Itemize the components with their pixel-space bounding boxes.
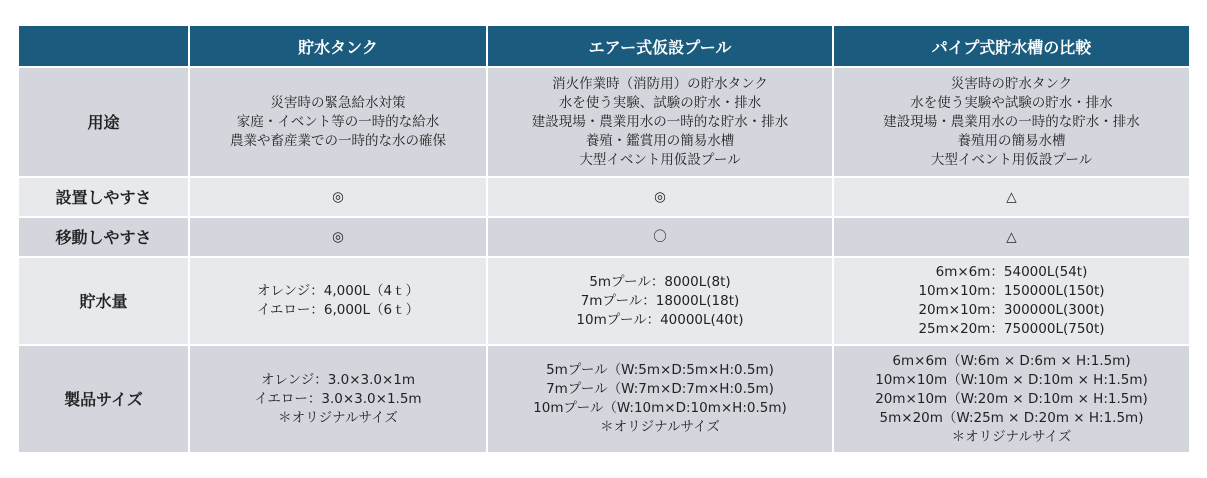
cell-line: ◎ [332, 228, 344, 245]
cell [188, 256, 486, 344]
cell-line: イエロー：6,000L（6ｔ） [256, 302, 420, 318]
row-label: 移動しやすさ [19, 216, 188, 256]
cell-line: △ [1006, 228, 1017, 245]
cell-line: 家庭・イベント等の一時的な給水 [236, 113, 440, 130]
cell-line: 20m×10m（W:20m × D:10m × H:1.5m) [875, 390, 1148, 407]
cell-line: ◎ [332, 188, 344, 205]
cell-line: 建設現場・農業用水の一時的な貯水・排水 [883, 113, 1140, 130]
cell-line: オレンジ：3.0×3.0×1m [260, 371, 416, 388]
cell [486, 344, 832, 452]
row-label: 製品サイズ [19, 344, 188, 452]
cell [188, 216, 486, 256]
cell-line: 5mプール：8000L(8t) [589, 273, 731, 290]
cell-line: 水を使う実験、試験の貯水・排水 [558, 94, 762, 111]
cell-line: 10m×10m：150000L(150t) [918, 283, 1105, 299]
cell [832, 344, 1189, 452]
cell-line: 水を使う実験や試験の貯水・排水 [910, 94, 1113, 111]
cell-line: ＊オリジナルサイズ [951, 428, 1072, 445]
cell-line: 6m×6m：54000L(54t) [935, 264, 1088, 280]
header-row [19, 26, 1189, 66]
cell-line: 〇 [653, 228, 667, 245]
header-air-pool: エアー式仮設プール [486, 26, 832, 66]
cell [188, 344, 486, 452]
header-pipe-tank: パイプ式貯水槽の比較 [832, 26, 1189, 66]
row-label: 用途 [19, 66, 188, 176]
cell [486, 66, 832, 176]
cell [832, 66, 1189, 176]
cell-line: 大型イベント用仮設プール [579, 151, 741, 168]
cell-line: ◎ [654, 188, 666, 205]
cell-line: ＊オリジナルサイズ [600, 419, 720, 435]
cell [832, 256, 1189, 344]
cell-line: 25m×20m：750000L(750t) [918, 321, 1105, 337]
row-label: 設置しやすさ [19, 176, 188, 216]
cell-line: 6m×6m（W:6m × D:6m × H:1.5m) [892, 352, 1131, 369]
cell-line: 5mプール（W:5m×D:5m×H:0.5m) [546, 362, 774, 378]
cell-line: 災害時の貯水タンク [950, 75, 1073, 92]
cell [832, 176, 1189, 216]
row-label: 貯水量 [19, 256, 188, 344]
cell [486, 176, 832, 216]
cell-line: 農業や畜産業での一時的な水の確保 [230, 132, 446, 149]
cell-line: 災害時の緊急給水対策 [270, 94, 406, 111]
cell [188, 66, 486, 176]
cell-line: 消火作業時（消防用）の貯水タンク [552, 75, 768, 92]
cell [486, 256, 832, 344]
row-size [19, 344, 1189, 452]
cell [832, 216, 1189, 256]
cell-line: 5m×20m（W:25m × D:20m × H:1.5m) [879, 409, 1144, 426]
cell-line: 10mプール（W:10m×D:10m×H:0.5m) [533, 400, 787, 416]
cell [486, 216, 832, 256]
row-ease-install [19, 176, 1189, 216]
cell-line: 建設現場・農業用水の一時的な貯水・排水 [531, 113, 789, 130]
header-corner [19, 26, 188, 66]
cell-line: 養殖用の簡易水槽 [957, 132, 1066, 149]
row-ease-move [19, 216, 1189, 256]
cell-line: オレンジ：4,000L（4ｔ） [256, 283, 420, 299]
cell [188, 176, 486, 216]
cell-line: △ [1006, 188, 1017, 205]
row-capacity [19, 256, 1189, 344]
cell-line: 20m×10m：300000L(300t) [918, 302, 1105, 318]
comparison-table [19, 26, 1189, 452]
cell-line: 養殖・鑑賞用の簡易水槽 [585, 132, 735, 149]
cell-line: 大型イベント用仮設プール [930, 151, 1093, 168]
cell-line: イエロー：3.0×3.0×1.5m [254, 390, 422, 407]
cell-line: 10mプール：40000L(40t) [576, 311, 744, 328]
header-storage-tank: 貯水タンク [188, 26, 486, 66]
row-usage [19, 66, 1189, 176]
cell-line: 10m×10m（W:10m × D:10m × H:1.5m) [875, 371, 1148, 388]
cell-line: ＊オリジナルサイズ [278, 409, 398, 426]
cell-line: 7mプール（W:7m×D:7m×H:0.5m) [546, 381, 774, 397]
cell-line: 7mプール：18000L(18t) [580, 292, 740, 309]
